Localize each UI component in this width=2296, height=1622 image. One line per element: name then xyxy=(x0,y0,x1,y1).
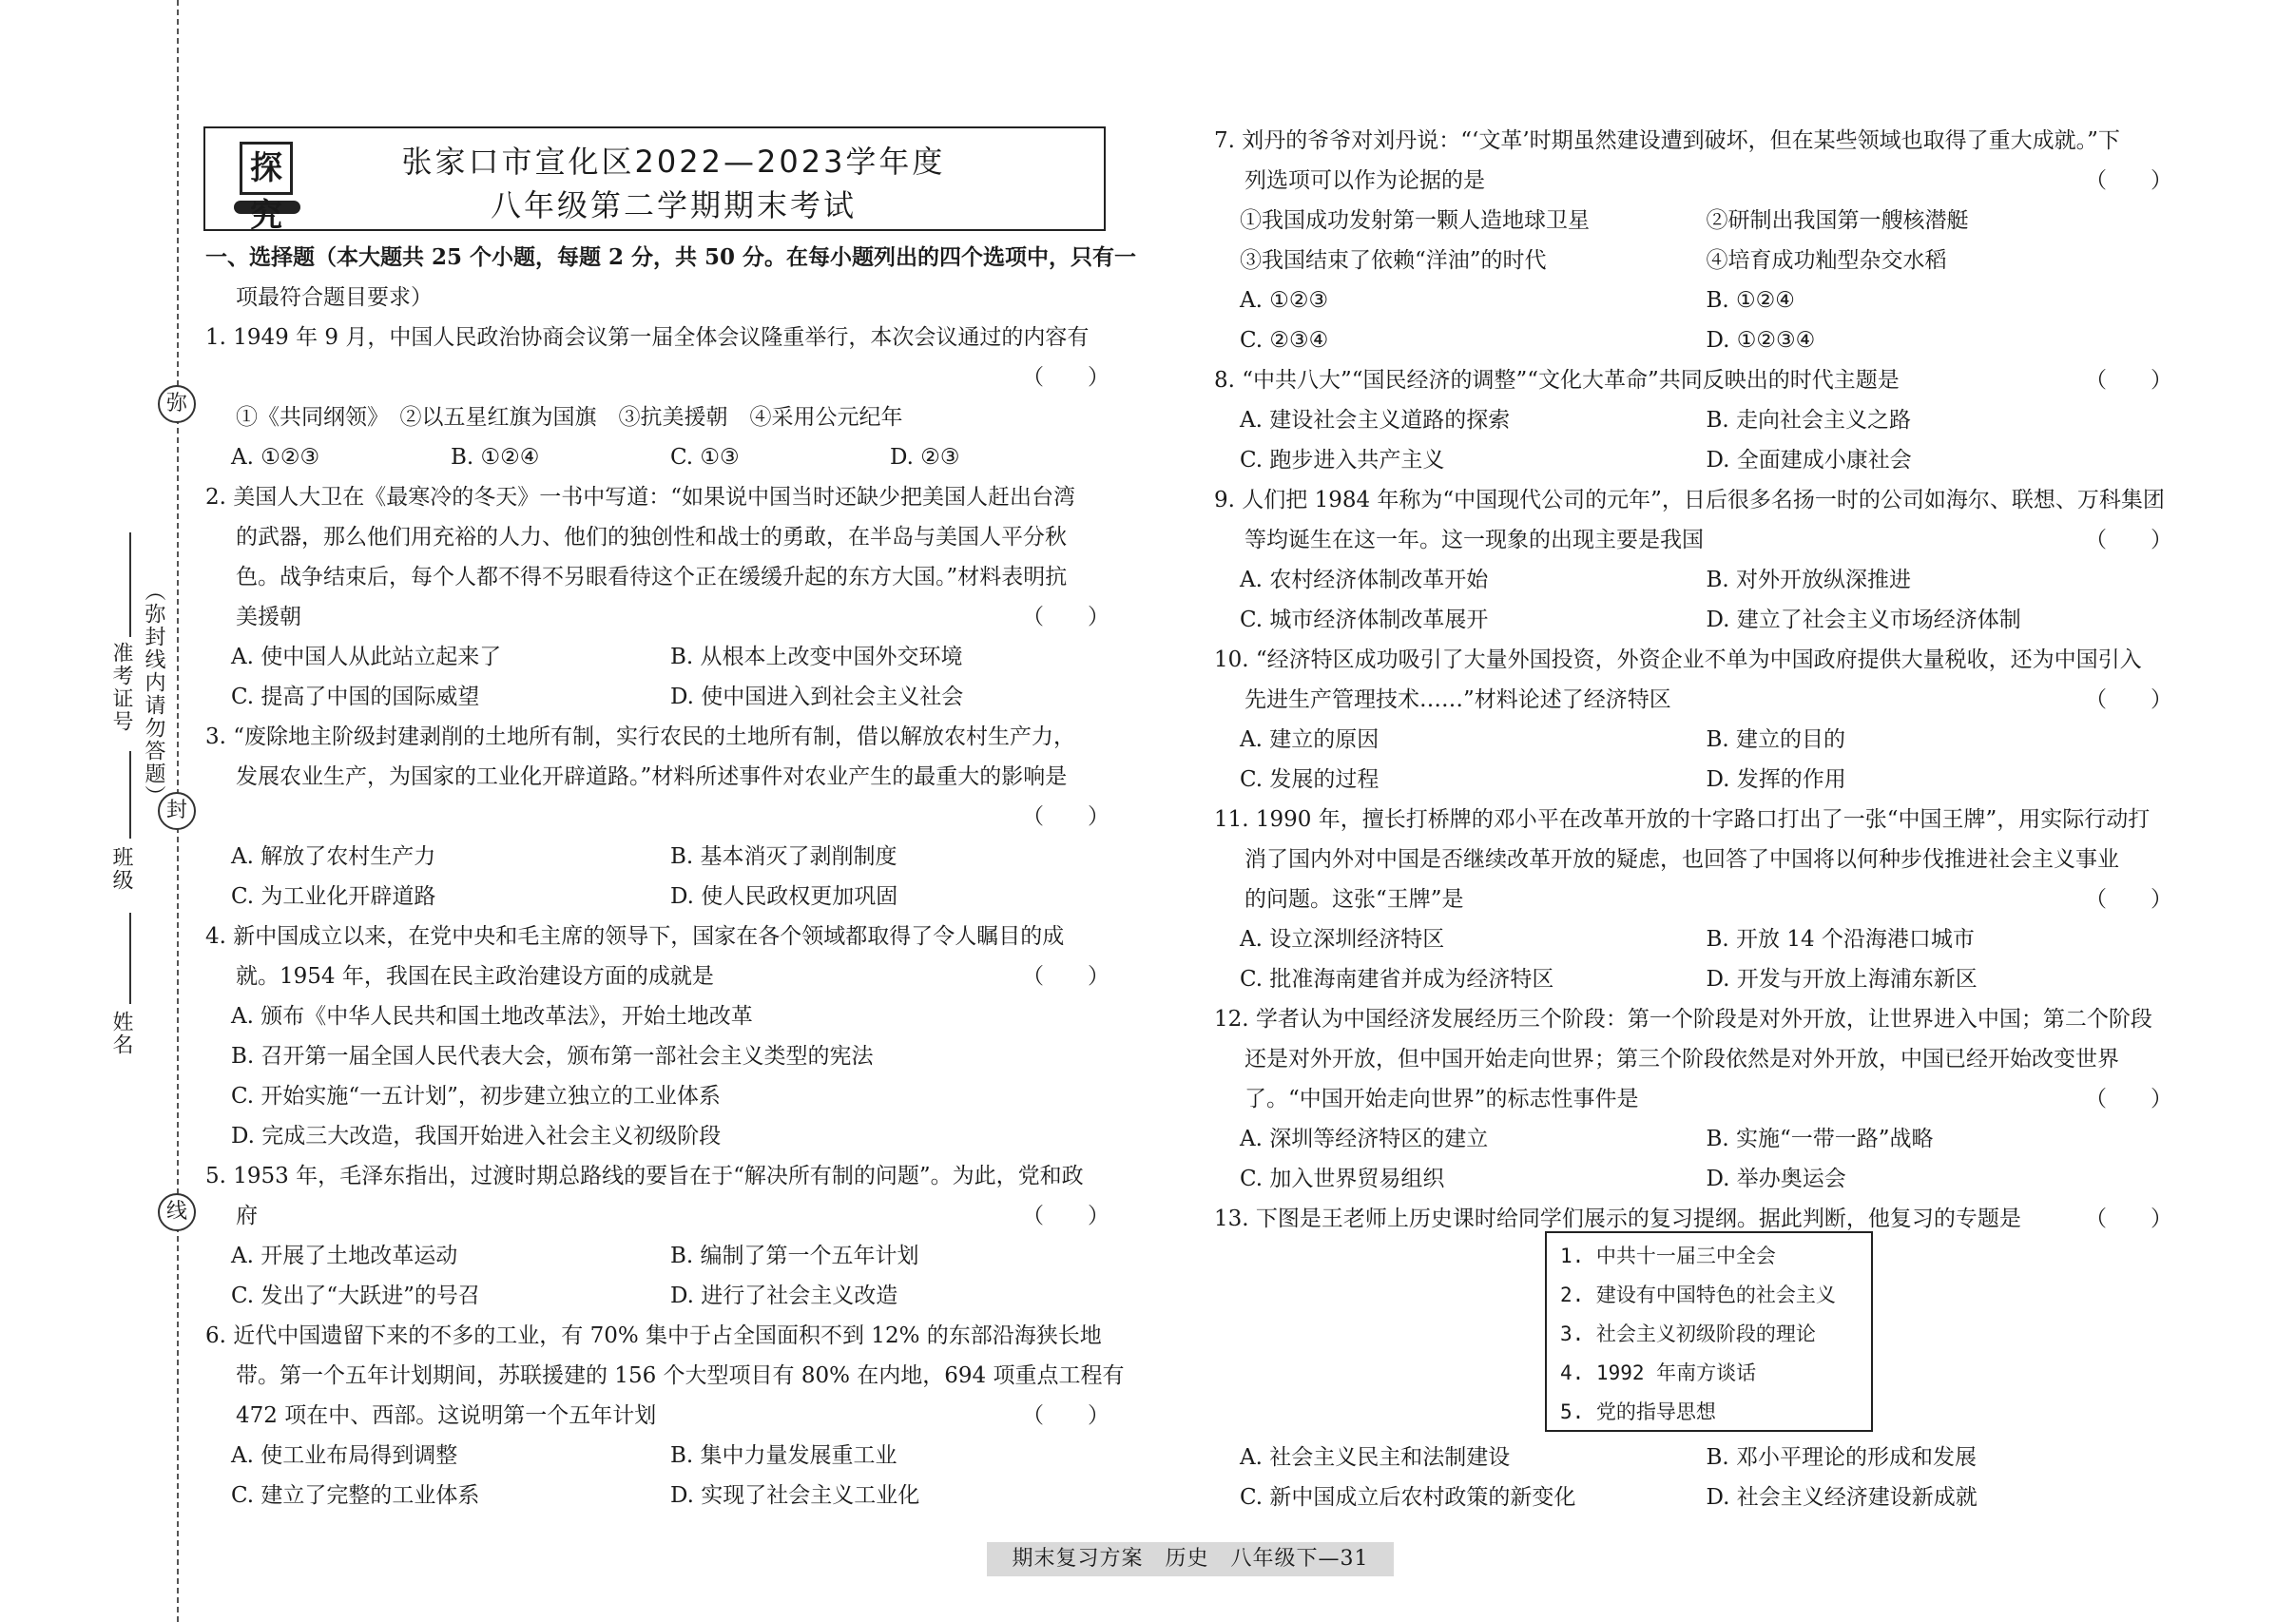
q7-items xyxy=(1214,201,2172,241)
q5-option-c[interactable]: C. 发出了“大跃进”的号召 xyxy=(231,1284,480,1308)
q13-option-d[interactable]: D. 社会主义经济建设新成就 xyxy=(1706,1485,1978,1510)
q3-option-d[interactable]: D. 使人民政权更加巩固 xyxy=(670,884,898,909)
q1-option-b[interactable]: B. ①②④ xyxy=(451,445,540,470)
q6-option-b[interactable]: B. 集中力量发展重工业 xyxy=(670,1443,897,1468)
q9-option-b[interactable]: B. 对外开放纵深推进 xyxy=(1706,568,1912,592)
q10-stem-1: 10. “经济特区成功吸引了大量外国投资，外资企业不单为中国政府提供大量税收，还为中国引入 xyxy=(1214,647,2142,672)
outline-item-2: 2. 建设有中国特色的社会主义 xyxy=(1560,1284,1836,1306)
q4-option-c[interactable]: C. 开始实施“一五计划”，初步建立独立的工业体系 xyxy=(231,1084,721,1109)
q9-option-d[interactable]: D. 建立了社会主义市场经济体制 xyxy=(1706,608,2021,632)
q9-options xyxy=(1214,560,2172,600)
seal-mark-mi: 弥 xyxy=(158,385,196,423)
exam-number-line[interactable] xyxy=(129,532,131,637)
exam-number-label: 准考证号 xyxy=(109,642,133,733)
q7-option-b[interactable]: B. ①②④ xyxy=(1706,288,1795,313)
q6-stem-1: 6. 近代中国遗留下来的不多的工业，有 70% 集中于占全国面积不到 12% 的东部沿海狭长地 xyxy=(205,1323,1102,1348)
q1-option-a[interactable]: A. ①②③ xyxy=(231,445,320,470)
logo-mark: 探究 xyxy=(240,142,293,195)
q7-item-4: ④培育成功籼型杂交水稻 xyxy=(1706,248,1947,273)
q6-option-d[interactable]: D. 实现了社会主义工业化 xyxy=(670,1483,920,1508)
q12-answer-bracket[interactable]: （ ） xyxy=(2085,1087,2172,1111)
q12-stem-3: 了。“中国开始走向世界”的标志性事件是 xyxy=(1244,1087,1639,1111)
q11-option-c[interactable]: C. 批准海南建省并成为经济特区 xyxy=(1240,967,1554,992)
binding-margin xyxy=(0,0,190,1622)
q8-option-d[interactable]: D. 全面建成小康社会 xyxy=(1706,448,1912,473)
name-field-label: 姓名 xyxy=(109,1011,133,1056)
q8-option-a[interactable]: A. 建设社会主义道路的探索 xyxy=(1240,408,1511,433)
q5-option-b[interactable]: B. 编制了第一个五年计划 xyxy=(670,1244,919,1268)
q12-stem-1: 12. 学者认为中国经济发展经历三个阶段：第一个阶段是对外开放，让世界进入中国；第二个阶段 xyxy=(1214,1007,2152,1032)
q13-options xyxy=(1214,1438,2172,1477)
q3-answer-bracket[interactable]: （ ） xyxy=(1022,804,1109,829)
q12-options-row2 xyxy=(1214,1159,2172,1199)
q10-option-c[interactable]: C. 发展的过程 xyxy=(1240,767,1380,792)
left-column xyxy=(205,238,1137,1516)
q6-options xyxy=(205,1436,1109,1476)
q4-option-b[interactable]: B. 召开第一届全国人民代表大会，颁布第一部社会主义类型的宪法 xyxy=(231,1044,874,1069)
q1-options xyxy=(205,437,1109,477)
q7-item-1: ①我国成功发射第一颗人造地球卫星 xyxy=(1240,208,1590,233)
q2-stem-4: 美援朝 xyxy=(236,605,301,629)
q8-options xyxy=(1214,400,2172,440)
q10-answer-bracket[interactable]: （ ） xyxy=(2085,687,2172,712)
q2-stem-2: 的武器，那么他们用充裕的人力、他们的独创性和战士的勇敢，在半岛与美国人平分秋 xyxy=(236,525,1067,550)
q2-option-d[interactable]: D. 使中国进入到社会主义社会 xyxy=(670,685,964,709)
q4-stem-2: 就。1954 年，我国在民主政治建设方面的成就是 xyxy=(236,964,714,989)
seal-mark-xian: 线 xyxy=(158,1193,196,1231)
q12-option-b[interactable]: B. 实施“一带一路”战略 xyxy=(1706,1127,1934,1151)
q4-option-d[interactable]: D. 完成三大改造，我国开始进入社会主义初级阶段 xyxy=(231,1124,722,1149)
q6-option-c[interactable]: C. 建立了完整的工业体系 xyxy=(231,1483,480,1508)
q11-stem-3: 的问题。这张“王牌”是 xyxy=(1244,887,1464,912)
q9-option-c[interactable]: C. 城市经济体制改革展开 xyxy=(1240,608,1489,632)
q11-stem-1: 11. 1990 年，擅长打桥牌的邓小平在改革开放的十字路口打出了一张“中国王牌”，用实际行动打 xyxy=(1214,807,2151,832)
q6-answer-bracket[interactable]: （ ） xyxy=(1022,1403,1109,1428)
q7-options-row2 xyxy=(1214,320,2172,360)
q10-option-a[interactable]: A. 建立的原因 xyxy=(1240,727,1380,752)
q5-answer-bracket[interactable]: （ ） xyxy=(1022,1204,1109,1228)
q5-options xyxy=(205,1236,1109,1276)
q2-option-c[interactable]: C. 提高了中国的国际威望 xyxy=(231,685,480,709)
q6-stem-3: 472 项在中、西部。这说明第一个五年计划 xyxy=(236,1403,657,1428)
q5-options-row2 xyxy=(205,1276,1109,1316)
q6-stem-2: 带。第一个五年计划期间，苏联援建的 156 个大型项目有 80% 在内地，694 项重点工程有 xyxy=(236,1363,1125,1388)
q12-option-c[interactable]: C. 加入世界贸易组织 xyxy=(1240,1167,1445,1191)
name-field-line[interactable] xyxy=(129,913,131,1004)
q9-option-a[interactable]: A. 农村经济体制改革开始 xyxy=(1240,568,1489,592)
q4-option-a[interactable]: A. 颁布《中华人民共和国土地改革法》，开始土地改革 xyxy=(231,1004,753,1029)
q9-stem-1: 9. 人们把 1984 年称为“中国现代公司的元年”，日后很多名扬一时的公司如海尔、联想、万科集团 xyxy=(1214,488,2165,512)
seal-mark-feng: 封 xyxy=(158,792,196,830)
q11-option-d[interactable]: D. 开发与开放上海浦东新区 xyxy=(1706,967,1978,992)
exam-title-box xyxy=(203,126,1106,235)
q3-option-c[interactable]: C. 为工业化开辟道路 xyxy=(231,884,436,909)
outline-item-3: 3. 社会主义初级阶段的理论 xyxy=(1560,1323,1816,1345)
q1-answer-bracket[interactable]: （ ） xyxy=(1022,365,1109,390)
exam-title: 张家口市宣化区2022—2023学年度 xyxy=(401,144,946,180)
q7-items-row2 xyxy=(1214,241,2172,280)
q11-option-a[interactable]: A. 设立深圳经济特区 xyxy=(1240,927,1445,952)
q12-stem-2: 还是对外开放，但中国开始走向世界；第三个阶段依然是对外开放，中国已经开始改变世界 xyxy=(1244,1047,2119,1072)
q7-options xyxy=(1214,280,2172,320)
q10-option-d[interactable]: D. 发挥的作用 xyxy=(1706,767,1846,792)
q9-answer-bracket[interactable]: （ ） xyxy=(2085,528,2172,552)
q8-option-b[interactable]: B. 走向社会主义之路 xyxy=(1706,408,1912,433)
q13-option-a[interactable]: A. 社会主义民主和法制建设 xyxy=(1240,1445,1511,1470)
q10-stem-2: 先进生产管理技术……”材料论述了经济特区 xyxy=(1244,687,1671,712)
q11-answer-bracket[interactable]: （ ） xyxy=(2085,887,2172,912)
q7-option-a[interactable]: A. ①②③ xyxy=(1240,288,1329,313)
q11-option-b[interactable]: B. 开放 14 个沿海港口城市 xyxy=(1706,927,1975,952)
q2-option-a[interactable]: A. 使中国人从此站立起来了 xyxy=(231,645,502,669)
q8-option-c[interactable]: C. 跑步进入共产主义 xyxy=(1240,448,1445,473)
q7-item-3: ③我国结束了依赖“洋油”的时代 xyxy=(1240,248,1547,273)
q7-item-2: ②研制出我国第一艘核潜艇 xyxy=(1706,208,1969,233)
q5-option-a[interactable]: A. 开展了土地改革运动 xyxy=(231,1244,458,1268)
outline-item-5: 5. 党的指导思想 xyxy=(1560,1400,1716,1423)
q6-option-a[interactable]: A. 使工业布局得到调整 xyxy=(231,1443,458,1468)
q13-options-block xyxy=(1214,1438,2172,1517)
q1-option-c[interactable]: C. ①③ xyxy=(670,445,740,470)
right-column xyxy=(1214,121,2172,1239)
q8-options-row2 xyxy=(1214,440,2172,480)
q3-stem-2: 发展农业生产，为国家的工业化开辟道路。”材料所述事件对农业产生的最重大的影响是 xyxy=(236,764,1068,789)
class-field-line[interactable] xyxy=(129,751,131,839)
seal-notice: （弥封线内请勿答题） xyxy=(142,580,165,808)
q3-option-a[interactable]: A. 解放了农村生产力 xyxy=(231,844,436,869)
q10-options xyxy=(1214,720,2172,760)
q12-options xyxy=(1214,1119,2172,1159)
q5-stem-1: 5. 1953 年，毛泽东指出，过渡时期总路线的要旨在于“解决所有制的问题”。为此，党和政 xyxy=(205,1164,1084,1188)
q13-answer-bracket[interactable]: （ ） xyxy=(2085,1207,2172,1231)
q2-option-b[interactable]: B. 从根本上改变中国外交环境 xyxy=(670,645,963,669)
q4-answer-bracket[interactable]: （ ） xyxy=(1022,964,1109,989)
q7-option-c[interactable]: C. ②③④ xyxy=(1240,328,1329,353)
q9-stem-2: 等均诞生在这一年。这一现象的出现主要是我国 xyxy=(1244,528,1704,552)
q3-options xyxy=(205,837,1109,877)
q13-option-c[interactable]: C. 新中国成立后农村政策的新变化 xyxy=(1240,1485,1576,1510)
q5-stem-2: 府 xyxy=(236,1204,258,1228)
q3-option-b[interactable]: B. 基本消灭了剥削制度 xyxy=(670,844,897,869)
q7-stem-2: 列选项可以作为论据的是 xyxy=(1244,168,1485,193)
q1-items: ①《共同纲领》 ②以五星红旗为国旗 ③抗美援朝 ④采用公元纪年 xyxy=(236,405,903,430)
q2-stem-3: 色。战争结束后，每个人都不得不另眼看待这个正在缓缓升起的东方大国。”材料表明抗 xyxy=(236,565,1068,589)
q11-options xyxy=(1214,919,2172,959)
q12-option-d[interactable]: D. 举办奥运会 xyxy=(1706,1167,1846,1191)
q9-options-row2 xyxy=(1214,600,2172,640)
q7-stem-1: 7. 刘丹的爷爷对刘丹说：“‘文革’时期虽然建设遭到破坏，但在某些领域也取得了重大成就。”下 xyxy=(1214,128,2120,153)
q3-options-row2 xyxy=(205,877,1109,917)
q8-stem: 8. “中共八大”“国民经济的调整”“文化大革命”共同反映出的时代主题是 xyxy=(1214,368,1900,393)
q4-stem-1: 4. 新中国成立以来，在党中央和毛主席的领导下，国家在各个领域都取得了令人瞩目的成 xyxy=(205,924,1065,949)
outline-item-4: 4. 1992 年南方谈话 xyxy=(1560,1361,1757,1384)
q10-options-row2 xyxy=(1214,760,2172,800)
exam-subtitle: 八年级第二学期期末考试 xyxy=(490,187,857,223)
q7-answer-bracket[interactable]: （ ） xyxy=(2085,168,2172,193)
q7-option-d[interactable]: D. ①②③④ xyxy=(1706,328,1816,353)
outline-item-1: 1. 中共十一届三中全会 xyxy=(1560,1245,1776,1267)
q2-options xyxy=(205,637,1109,677)
q2-stem-1: 2. 美国人大卫在《最寒冷的冬天》一书中写道：“如果说中国当时还缺少把美国人赶出台湾 xyxy=(205,485,1076,510)
q8-answer-bracket[interactable]: （ ） xyxy=(2085,368,2172,393)
q10-option-b[interactable]: B. 建立的目的 xyxy=(1706,727,1846,752)
page-footer: 期末复习方案 历史 八年级下—31 xyxy=(987,1542,1394,1576)
q1-option-d[interactable]: D. ②③ xyxy=(890,445,960,470)
q2-options-row2 xyxy=(205,677,1109,717)
class-field-label: 班级 xyxy=(109,846,133,892)
q5-option-d[interactable]: D. 进行了社会主义改造 xyxy=(670,1284,898,1308)
q11-options-row2 xyxy=(1214,959,2172,999)
q12-option-a[interactable]: A. 深圳等经济特区的建立 xyxy=(1240,1127,1489,1151)
q13-option-b[interactable]: B. 邓小平理论的形成和发展 xyxy=(1706,1445,1978,1470)
q3-stem-1: 3. “废除地主阶级封建剥削的土地所有制，实行农民的土地所有制，借以解放农村生产力， xyxy=(205,724,1076,749)
section-title: 一、选择题（本大题共 25 个小题，每题 2 分，共 50 分。在每小题列出的四个选项中，只有一 xyxy=(205,244,1137,270)
q13-stem: 13. 下图是王老师上历史课时给同学们展示的复习提纲。据此判断，他复习的专题是 xyxy=(1214,1207,2021,1231)
q2-answer-bracket[interactable]: （ ） xyxy=(1022,605,1109,629)
section-title-cont: 项最符合题目要求） xyxy=(236,285,433,310)
q6-options-row2 xyxy=(205,1476,1109,1516)
review-outline-box xyxy=(1545,1231,1873,1432)
q11-stem-2: 消了国内外对中国是否继续改革开放的疑虑，也回答了中国将以何种步伐推进社会主义事业 xyxy=(1244,847,2119,872)
q1-stem: 1. 1949 年 9 月，中国人民政治协商会议第一届全体会议隆重举行，本次会议通过的内容有 xyxy=(205,325,1090,350)
q13-options-row2 xyxy=(1214,1477,2172,1517)
